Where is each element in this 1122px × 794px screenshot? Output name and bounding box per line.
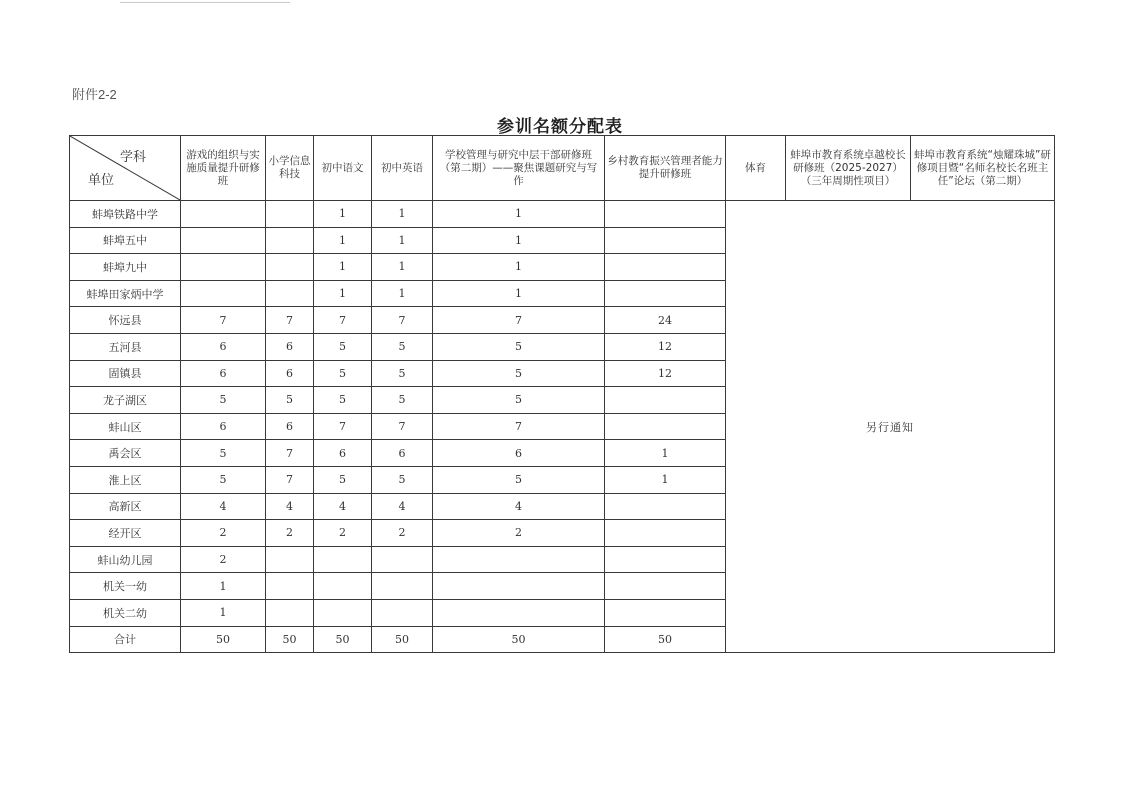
quota-cell: 7: [181, 307, 266, 334]
quota-cell: [266, 227, 314, 254]
quota-cell: 5: [181, 440, 266, 467]
quota-cell: 5: [433, 466, 605, 493]
quota-cell: 5: [433, 360, 605, 387]
unit-name-cell: 五河县: [70, 333, 181, 360]
quota-cell: [605, 493, 726, 520]
quota-cell: 50: [181, 626, 266, 653]
attachment-label: 附件2-2: [72, 87, 117, 102]
quota-cell: [433, 599, 605, 626]
unit-name-cell: 蚌山区: [70, 413, 181, 440]
column-header: 初中英语: [372, 136, 433, 201]
quota-cell: 5: [372, 360, 433, 387]
column-header: 蚌埠市教育系统“烛耀珠城”研修项目暨“名师名校长名班主任”论坛（第二期）: [911, 136, 1055, 201]
quota-cell: 6: [314, 440, 372, 467]
quota-cell: 5: [314, 333, 372, 360]
quota-cell: 1: [372, 280, 433, 307]
diagonal-header-cell: [70, 136, 181, 201]
diag-unit-label: 单位: [88, 173, 115, 188]
quota-cell: [605, 387, 726, 414]
quota-cell: 7: [433, 413, 605, 440]
quota-cell: 5: [181, 466, 266, 493]
quota-cell: 50: [372, 626, 433, 653]
quota-cell: 50: [605, 626, 726, 653]
quota-cell: [314, 573, 372, 600]
unit-name-cell: 蚌埠铁路中学: [70, 201, 181, 228]
quota-cell: 6: [266, 413, 314, 440]
quota-cell: 6: [266, 360, 314, 387]
quota-cell: 1: [314, 227, 372, 254]
quota-cell: [266, 280, 314, 307]
quota-cell: 2: [266, 520, 314, 547]
quota-cell: 1: [605, 466, 726, 493]
quota-cell: [605, 254, 726, 281]
quota-cell: [372, 573, 433, 600]
quota-cell: [181, 201, 266, 228]
quota-cell: 6: [266, 333, 314, 360]
scan-edge-line: [120, 2, 290, 3]
diagonal-line: [70, 136, 180, 200]
unit-name-cell: 淮上区: [70, 466, 181, 493]
column-header: 体育: [726, 136, 786, 201]
unit-name-cell: 合计: [70, 626, 181, 653]
quota-cell: 1: [433, 201, 605, 228]
quota-cell: 5: [314, 360, 372, 387]
quota-cell: [314, 546, 372, 573]
quota-cell: 6: [433, 440, 605, 467]
quota-cell: 50: [314, 626, 372, 653]
quota-cell: 6: [372, 440, 433, 467]
unit-name-cell: 怀远县: [70, 307, 181, 334]
quota-cell: 5: [314, 387, 372, 414]
quota-cell: [605, 520, 726, 547]
quota-cell: [433, 546, 605, 573]
quota-cell: 7: [314, 413, 372, 440]
quota-cell: [605, 280, 726, 307]
page-title: 参训名额分配表: [497, 117, 623, 137]
unit-name-cell: 蚌埠五中: [70, 227, 181, 254]
allocation-table: [69, 135, 1055, 653]
table-row: [70, 201, 1055, 228]
quota-cell: 5: [266, 387, 314, 414]
quota-cell: 7: [372, 413, 433, 440]
quota-cell: 1: [314, 201, 372, 228]
quota-cell: 6: [181, 333, 266, 360]
column-header: 蚌埠市教育系统卓越校长研修班（2025-2027）（三年周期性项目）: [786, 136, 911, 201]
quota-cell: 7: [266, 307, 314, 334]
quota-cell: [266, 546, 314, 573]
quota-cell: 4: [314, 493, 372, 520]
quota-cell: 1: [433, 280, 605, 307]
column-header: 初中语文: [314, 136, 372, 201]
quota-cell: 1: [372, 201, 433, 228]
unit-name-cell: 经开区: [70, 520, 181, 547]
quota-cell: [181, 280, 266, 307]
quota-cell: 12: [605, 360, 726, 387]
quota-cell: 1: [314, 254, 372, 281]
quota-cell: 1: [314, 280, 372, 307]
unit-name-cell: 高新区: [70, 493, 181, 520]
quota-cell: 7: [314, 307, 372, 334]
quota-cell: [605, 599, 726, 626]
column-header: 乡村教育振兴管理者能力提升研修班: [605, 136, 726, 201]
quota-cell: 6: [181, 360, 266, 387]
unit-name-cell: 蚌埠九中: [70, 254, 181, 281]
quota-cell: [314, 599, 372, 626]
quota-cell: 24: [605, 307, 726, 334]
quota-cell: 4: [181, 493, 266, 520]
table-header-row: [70, 136, 1055, 201]
quota-cell: 2: [372, 520, 433, 547]
quota-cell: [266, 573, 314, 600]
quota-cell: [266, 599, 314, 626]
quota-cell: 4: [372, 493, 433, 520]
unit-name-cell: 机关一幼: [70, 573, 181, 600]
merged-notice-cell: 另行通知: [726, 201, 1055, 653]
quota-cell: 1: [181, 599, 266, 626]
quota-cell: 1: [433, 227, 605, 254]
quota-cell: [372, 599, 433, 626]
unit-name-cell: 蚌山幼儿园: [70, 546, 181, 573]
column-header: 小学信息科技: [266, 136, 314, 201]
quota-cell: [605, 546, 726, 573]
column-header: 游戏的组织与实施质量提升研修班: [181, 136, 266, 201]
quota-cell: [266, 201, 314, 228]
unit-name-cell: 固镇县: [70, 360, 181, 387]
quota-cell: 4: [266, 493, 314, 520]
quota-cell: 5: [433, 333, 605, 360]
quota-cell: 5: [372, 333, 433, 360]
unit-name-cell: 机关二幼: [70, 599, 181, 626]
quota-cell: 1: [605, 440, 726, 467]
quota-cell: 5: [372, 387, 433, 414]
quota-cell: [605, 201, 726, 228]
quota-cell: 1: [433, 254, 605, 281]
quota-cell: 1: [372, 227, 433, 254]
quota-cell: 5: [433, 387, 605, 414]
quota-cell: 5: [372, 466, 433, 493]
quota-cell: [433, 573, 605, 600]
quota-cell: [181, 227, 266, 254]
quota-cell: [266, 254, 314, 281]
quota-cell: 7: [266, 466, 314, 493]
unit-name-cell: 龙子湖区: [70, 387, 181, 414]
unit-name-cell: 蚌埠田家炳中学: [70, 280, 181, 307]
quota-cell: 50: [433, 626, 605, 653]
quota-cell: 7: [266, 440, 314, 467]
quota-cell: [605, 413, 726, 440]
quota-cell: 7: [372, 307, 433, 334]
quota-cell: 2: [181, 546, 266, 573]
quota-cell: 6: [181, 413, 266, 440]
quota-cell: 12: [605, 333, 726, 360]
quota-cell: 2: [314, 520, 372, 547]
column-header: 学校管理与研究中层干部研修班（第二期）——聚焦课题研究与写作: [433, 136, 605, 201]
quota-cell: 2: [181, 520, 266, 547]
quota-cell: [605, 227, 726, 254]
quota-cell: [372, 546, 433, 573]
quota-cell: [181, 254, 266, 281]
diag-subject-label: 学科: [119, 150, 146, 165]
table-body: [70, 201, 1055, 653]
quota-cell: 4: [433, 493, 605, 520]
quota-cell: 5: [181, 387, 266, 414]
quota-cell: 1: [181, 573, 266, 600]
quota-cell: 50: [266, 626, 314, 653]
quota-cell: 2: [433, 520, 605, 547]
quota-cell: 5: [314, 466, 372, 493]
unit-name-cell: 禹会区: [70, 440, 181, 467]
quota-cell: 7: [433, 307, 605, 334]
quota-cell: [605, 573, 726, 600]
quota-cell: 1: [372, 254, 433, 281]
